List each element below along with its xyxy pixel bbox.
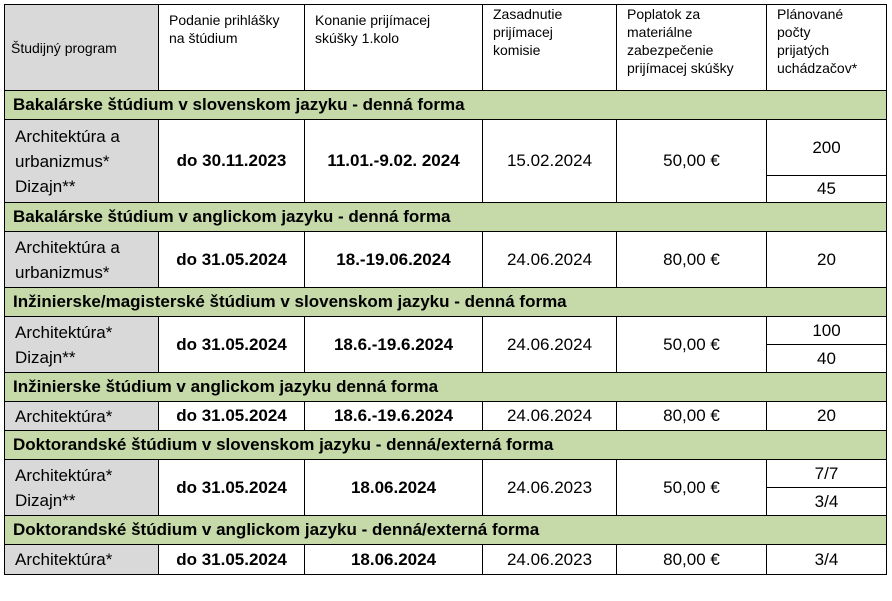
table-row <box>5 317 887 345</box>
program-cell: Architektúra* <box>5 545 159 575</box>
section-title: Bakalárske štúdium v anglickom jazyku - denná forma <box>5 203 887 232</box>
konanie-cell: 18.6.-19.6.2024 <box>305 317 483 373</box>
table-row <box>5 545 887 575</box>
header-pocty: Plánované počty prijatých uchádzačov* <box>767 5 887 91</box>
table-row <box>5 120 887 176</box>
table-row <box>5 402 887 431</box>
section-title: Inžinierske štúdium v anglickom jazyku denná forma <box>5 373 887 402</box>
header-zasadnutie: Zasadnutie prijímacej komisie <box>483 5 617 91</box>
poplatok-cell: 50,00 € <box>617 317 767 373</box>
section-row <box>5 431 887 460</box>
zasadnutie-cell: 24.06.2023 <box>483 460 617 516</box>
count-cell: 40 <box>767 345 887 373</box>
poplatok-cell: 80,00 € <box>617 232 767 288</box>
section-row <box>5 288 887 317</box>
section-row <box>5 373 887 402</box>
header-poplatok: Poplatok za materiálne zabezpečenie prijímacej skúšky <box>617 5 767 91</box>
section-title: Doktorandské štúdium v slovenskom jazyku - denná/externá forma <box>5 431 887 460</box>
header-konanie: Konanie prijímacej skúšky 1.kolo <box>305 5 483 91</box>
count-cell: 45 <box>767 176 887 203</box>
zasadnutie-cell: 24.06.2024 <box>483 232 617 288</box>
header-row <box>5 5 887 91</box>
konanie-cell: 11.01.-9.02. 2024 <box>305 120 483 203</box>
program-cell: Architektúra* <box>5 402 159 431</box>
count-cell: 3/4 <box>767 545 887 575</box>
count-cell: 7/7 <box>767 460 887 488</box>
table-row <box>5 460 887 488</box>
section-row <box>5 91 887 120</box>
podanie-cell: do 31.05.2024 <box>159 402 305 431</box>
program-cell: Architektúra* Dizajn** <box>5 460 159 516</box>
zasadnutie-cell: 24.06.2023 <box>483 545 617 575</box>
admissions-table <box>4 4 887 575</box>
count-cell: 3/4 <box>767 488 887 516</box>
poplatok-cell: 50,00 € <box>617 460 767 516</box>
program-cell: Architektúra* Dizajn** <box>5 317 159 373</box>
podanie-cell: do 31.05.2024 <box>159 460 305 516</box>
header-program: Študijný program <box>5 5 159 91</box>
header-podanie: Podanie prihlášky na štúdium <box>159 5 305 91</box>
section-title: Inžinierske/magisterské štúdium v slovenskom jazyku - denná forma <box>5 288 887 317</box>
count-cell: 200 <box>767 120 887 176</box>
poplatok-cell: 80,00 € <box>617 402 767 431</box>
table-row <box>5 232 887 288</box>
section-title: Bakalárske štúdium v slovenskom jazyku - denná forma <box>5 91 887 120</box>
poplatok-cell: 50,00 € <box>617 120 767 203</box>
konanie-cell: 18.06.2024 <box>305 460 483 516</box>
podanie-cell: do 31.05.2024 <box>159 545 305 575</box>
program-cell: Architektúra a urbanizmus* Dizajn** <box>5 120 159 203</box>
konanie-cell: 18.-19.06.2024 <box>305 232 483 288</box>
zasadnutie-cell: 15.02.2024 <box>483 120 617 203</box>
program-cell: Architektúra a urbanizmus* <box>5 232 159 288</box>
count-cell: 20 <box>767 402 887 431</box>
section-row <box>5 516 887 545</box>
konanie-cell: 18.06.2024 <box>305 545 483 575</box>
section-title: Doktorandské štúdium v anglickom jazyku - denná/externá forma <box>5 516 887 545</box>
podanie-cell: do 30.11.2023 <box>159 120 305 203</box>
podanie-cell: do 31.05.2024 <box>159 317 305 373</box>
podanie-cell: do 31.05.2024 <box>159 232 305 288</box>
zasadnutie-cell: 24.06.2024 <box>483 402 617 431</box>
konanie-cell: 18.6.-19.6.2024 <box>305 402 483 431</box>
section-row <box>5 203 887 232</box>
count-cell: 20 <box>767 232 887 288</box>
poplatok-cell: 80,00 € <box>617 545 767 575</box>
count-cell: 100 <box>767 317 887 345</box>
zasadnutie-cell: 24.06.2024 <box>483 317 617 373</box>
admissions-table-container <box>4 4 887 575</box>
